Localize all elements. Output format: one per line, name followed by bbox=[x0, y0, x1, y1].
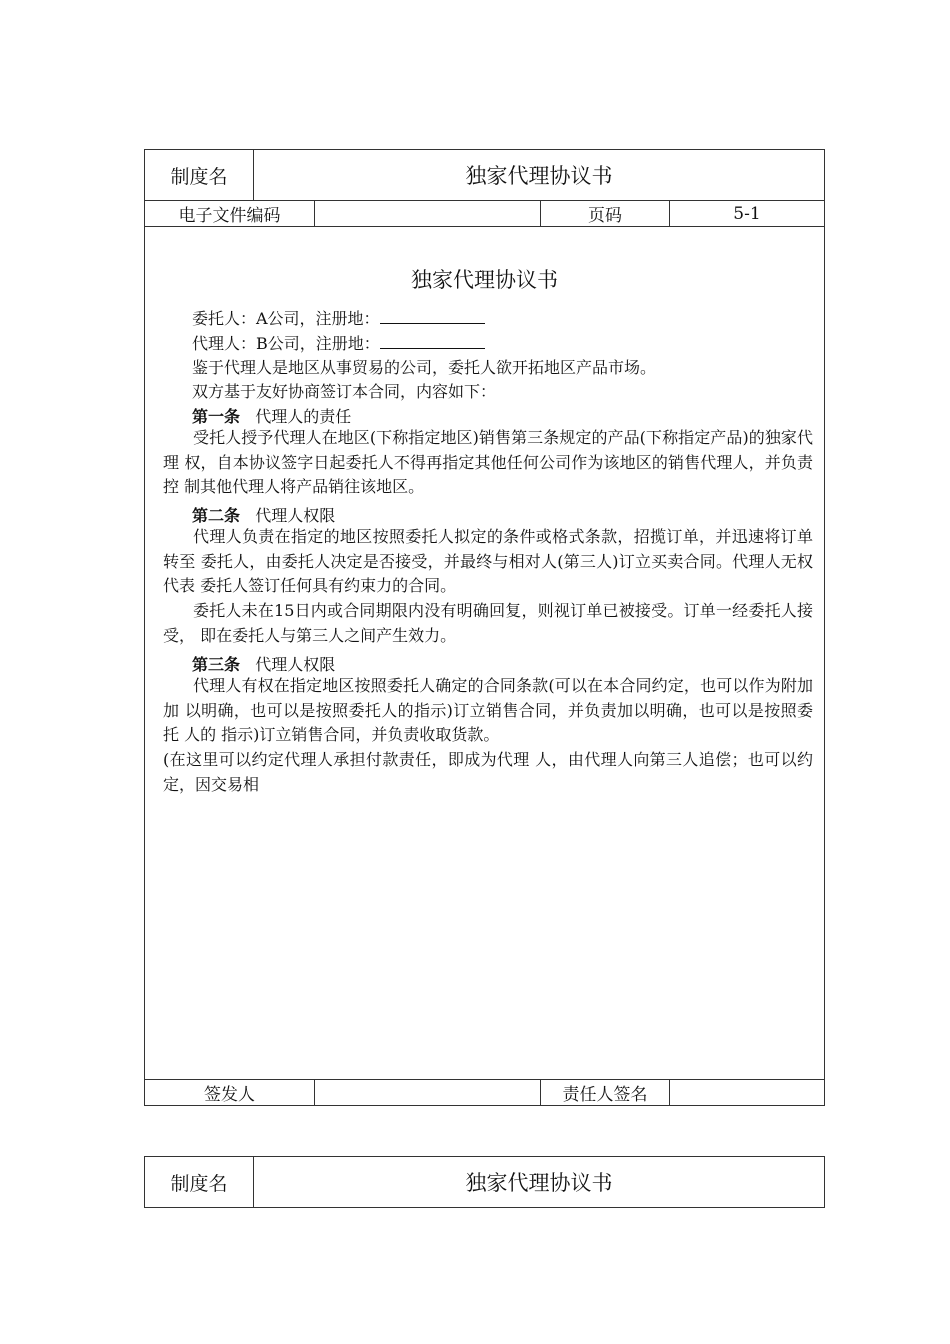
policy-name-label: 制度名 bbox=[145, 150, 254, 200]
file-code-label: 电子文件编码 bbox=[145, 201, 315, 226]
agent-line bbox=[192, 331, 485, 354]
policy-title-2: 独家代理协议书 bbox=[465, 1171, 613, 1195]
page-number: 5-1 bbox=[733, 203, 761, 224]
article-1-number: 第一条 bbox=[192, 407, 241, 426]
issuer-label: 签发人 bbox=[145, 1080, 315, 1105]
preamble-1: 鉴于代理人是地区从事贸易的公司，委托人欲开拓地区产品市场。 bbox=[192, 358, 657, 377]
article-3-paragraph-1: 代理人有权在指定地区按照委托人确定的合同条款(可以在本合同约定，也可以作为附加加 以明确，也可以是按照委托人的指示)订立销售合同，并负责加以明确，也可以是按照委托 人的 指示)订立销售合同，并负责收取货款。 bbox=[163, 676, 813, 744]
responsible-signature-label: 责任人签名 bbox=[541, 1080, 670, 1105]
principal-text: 委托人：A公司，注册地： bbox=[192, 309, 380, 328]
policy-form-next-page bbox=[144, 1156, 825, 1208]
file-code-value bbox=[315, 201, 541, 226]
file-meta-row bbox=[145, 201, 824, 227]
article-2-heading bbox=[192, 503, 335, 526]
article-3-heading bbox=[192, 652, 335, 675]
form-header-row bbox=[145, 150, 824, 201]
agent-text: 代理人：B公司，注册地： bbox=[192, 334, 380, 353]
article-2-title: 代理人权限 bbox=[255, 506, 336, 525]
article-1-title: 代理人的责任 bbox=[255, 407, 352, 426]
agent-address-blank bbox=[380, 334, 485, 349]
page-label: 页码 bbox=[541, 201, 670, 226]
principal-line bbox=[192, 306, 485, 329]
preamble-2: 双方基于友好协商签订本合同，内容如下： bbox=[192, 382, 497, 401]
article-3-number: 第三条 bbox=[192, 655, 241, 674]
policy-name-label-2: 制度名 bbox=[145, 1157, 254, 1207]
signature-row bbox=[145, 1079, 824, 1105]
document-title: 独家代理协议书 bbox=[411, 268, 558, 292]
article-1-paragraph: 受托人授予代理人在地区(下称指定地区)销售第三条规定的产品(下称指定产品)的独家代理 权，自本协议签字日起委托人不得再指定其他任何公司作为该地区的销售代理人，并负责控 制其他代理人将产品销往该地区。 bbox=[163, 428, 813, 496]
form-header-row-2 bbox=[145, 1157, 824, 1207]
article-3-paragraph-2: (在这里可以约定代理人承担付款责任，即成为代理 人，由代理人向第三人追偿；也可以约定，因交易相 bbox=[163, 750, 813, 794]
policy-title: 独家代理协议书 bbox=[465, 164, 613, 188]
article-2-paragraph-1: 代理人负责在指定的地区按照委托人拟定的条件或格式条款，招揽订单，并迅速将订单转至 委托人，由委托人决定是否接受，并最终与相对人(第三人)订立买卖合同。代理人无权代表 委托人签订任何具有约束力的合同。 bbox=[163, 527, 813, 595]
issuer-field[interactable] bbox=[315, 1080, 541, 1105]
article-2-paragraph-2: 委托人未在15日内或合同期限内没有明确回复，则视订单已被接受。订单一经委托人接受， 即在委托人与第三人之间产生效力。 bbox=[163, 601, 813, 645]
document-body bbox=[145, 227, 824, 1080]
article-1-heading bbox=[192, 404, 351, 427]
principal-address-blank bbox=[380, 309, 485, 324]
policy-form bbox=[144, 149, 825, 1106]
responsible-signature-field[interactable] bbox=[670, 1080, 824, 1105]
article-2-number: 第二条 bbox=[192, 506, 241, 525]
article-3-title: 代理人权限 bbox=[255, 655, 336, 674]
